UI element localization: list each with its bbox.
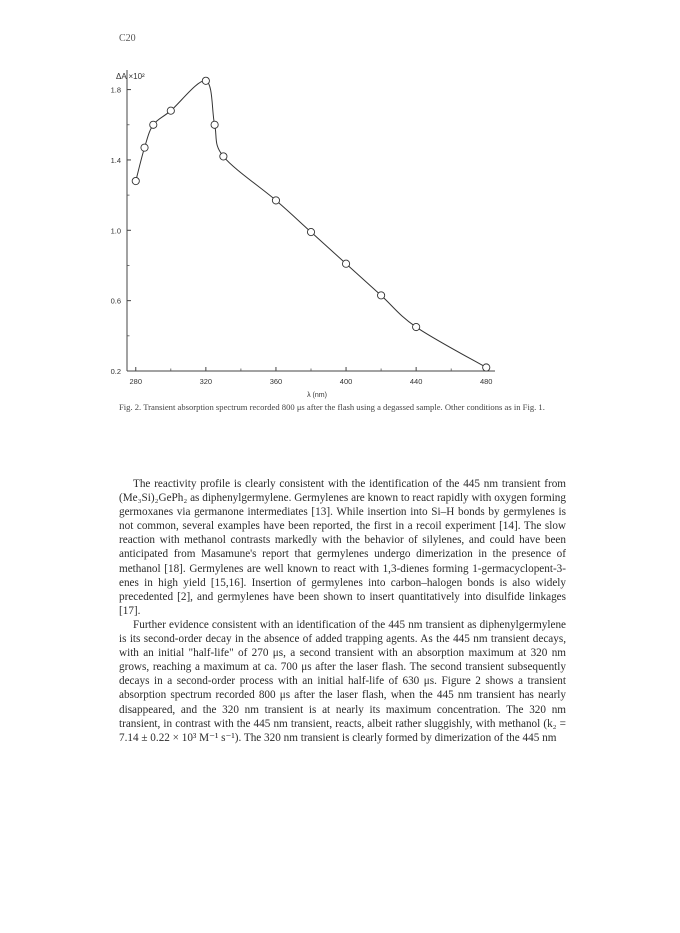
chart-labels — [116, 72, 327, 399]
x-axis-label: λ (nm) — [307, 392, 327, 399]
chart-points — [132, 77, 490, 371]
y-tick-label: 0.6 — [110, 296, 121, 306]
data-point — [307, 228, 314, 235]
data-point — [272, 197, 279, 204]
spectrum-line — [136, 81, 486, 368]
y-tick-label: 1.8 — [110, 85, 121, 95]
data-point — [150, 121, 157, 128]
spectrum-chart — [0, 0, 680, 400]
x-tick-label: 320 — [199, 377, 213, 386]
data-point — [167, 107, 174, 114]
data-point — [413, 323, 420, 330]
paragraph-2: Further evidence consistent with an identification of the 445 nm transient as diphenylgermylene is its second-order decay in the absence of added trapping agents. As the 445 nm transient decays, with an initial "half-life" of 270 μs, a second transient with an absorption maximum at 320 nm grows, reaching a maximum at ca. 700 μs after the laser flash. The second transient subsequently decays in a second-order process with an initial half-life of 630 μs. Figure 2 shows a transient absorption spectrum recorded 800 μs after the laser flash, when the 445 nm transient has nearly disappeared, and the 320 nm transient is at nearly its maximum concentration. The 320 nm transient, in contrast with the 445 nm transient, reacts, albeit rather sluggishly, with methanol (k₂ = 7.14 ± 0.22 × 10³ M⁻¹ s⁻¹). The 320 nm transient is clearly formed by dimerization of the 445 nm — [119, 618, 566, 744]
data-point — [132, 177, 139, 184]
page-number: C20 — [119, 33, 136, 44]
data-point — [220, 153, 227, 160]
body-text — [119, 477, 566, 745]
y-tick-label: 0.2 — [110, 367, 121, 376]
chart-ticks — [111, 86, 493, 386]
x-tick-label: 360 — [269, 377, 283, 386]
paragraph-1: The reactivity profile is clearly consistent with the identification of the 445 nm transient from (Me₃Si)₂GePh₂ as diphenylgermylene. Germylenes are known to react rapidly with oxygen forming germoxanes via germanone intermediates [13]. While insertion into Si–H bonds by germylenes is not common, several examples have been reported, the first in a recoil experiment [14]. The slow reaction with methanol contrasts markedly with the behavior of silylenes, and could have been anticipated from Masamune's report that germylenes undergo dimerization in the presence of methanol [18]. Germylenes are well known to react with 1,3-dienes forming 1-germacyclopent-3-enes in high yield [15,16]. Insertion of germylenes into carbon–halogen bonds is also widely precedented [2], and germylenes have been shown to insert quantitatively into disulfide linkages [17]. — [119, 478, 566, 617]
x-tick-label: 480 — [479, 377, 493, 386]
data-point — [342, 260, 349, 267]
data-point — [202, 77, 209, 84]
y-tick-label: 1.4 — [110, 155, 121, 165]
data-point — [377, 292, 384, 299]
data-point — [483, 364, 490, 371]
x-tick-label: 440 — [409, 377, 423, 386]
chart-curve — [136, 81, 486, 368]
x-tick-label: 280 — [129, 377, 143, 386]
x-tick-label: 400 — [339, 377, 353, 386]
figure-caption: Fig. 2. Transient absorption spectrum recorded 800 μs after the flash using a degassed sample. Other conditions as in Fig. 1. — [119, 402, 545, 412]
chart-axes — [127, 70, 495, 371]
y-tick-label: 1.0 — [110, 226, 121, 236]
data-point — [141, 144, 148, 151]
y-axis-label: ΔA ×10² — [116, 72, 145, 81]
data-point — [211, 121, 218, 128]
